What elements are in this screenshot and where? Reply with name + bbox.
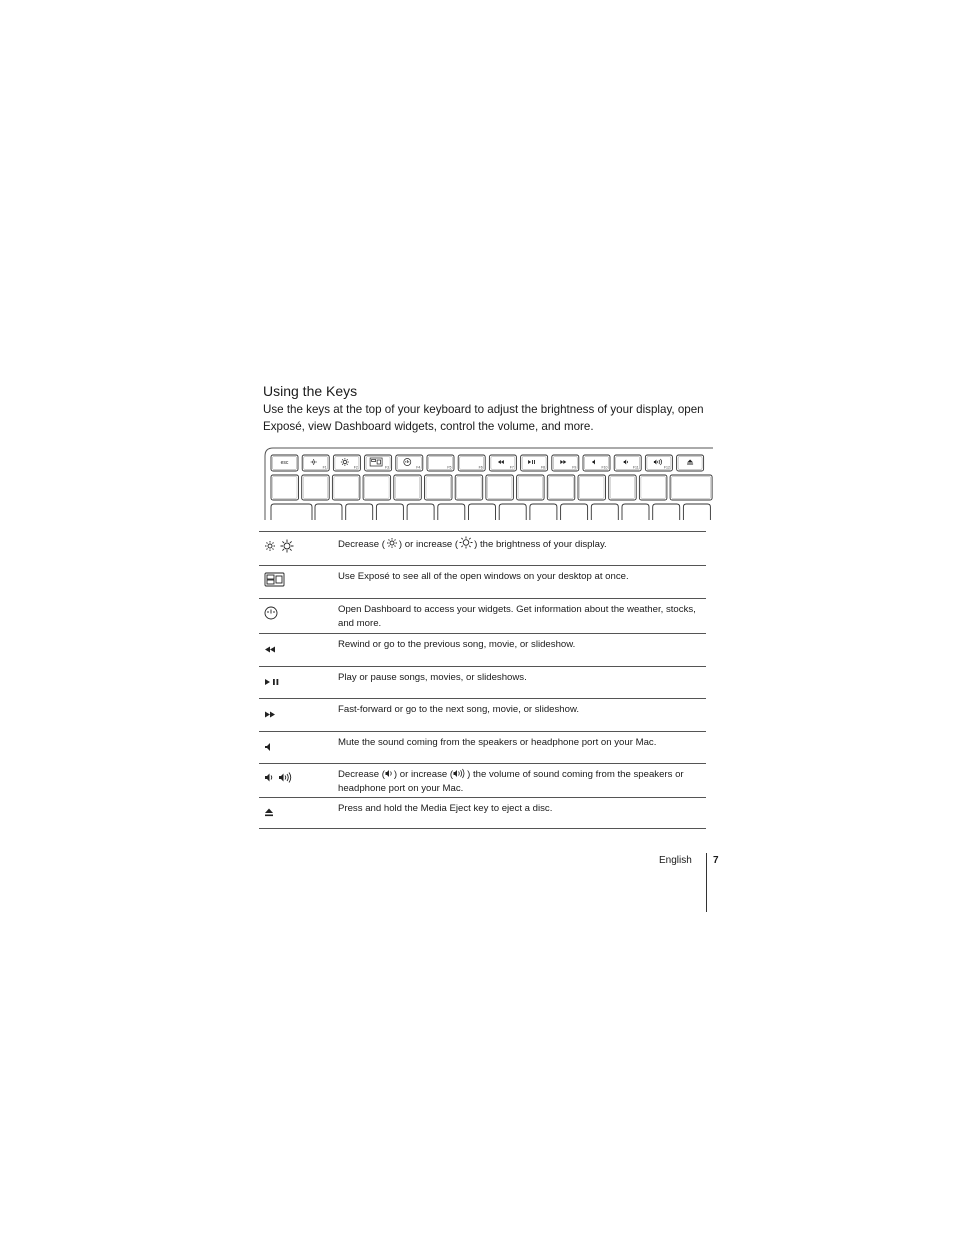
- keyboard-key: [489, 455, 516, 471]
- keyboard-key: [394, 475, 422, 500]
- row-description: Decrease ( ) or increase ( ) the volume of sound coming from the speakers or headphone port on your Mac.: [338, 769, 684, 794]
- function-key-table: [259, 531, 706, 829]
- key-fn-label: F2: [353, 465, 358, 470]
- keyboard-key: [639, 475, 667, 500]
- keyboard-key: [438, 504, 465, 520]
- row-description: Use Exposé to see all of the open windows on your desktop at once.: [338, 571, 629, 582]
- mute-icon: [264, 738, 334, 758]
- key-fn-label: F11: [632, 465, 639, 470]
- brightness-icon: [264, 538, 334, 558]
- page-number: 7: [713, 855, 719, 866]
- keyboard-key: [407, 504, 434, 520]
- keyboard-key: [458, 455, 485, 471]
- keyboard-key: [315, 504, 342, 520]
- brightness-up-icon: [458, 536, 474, 549]
- keyboard-key: [677, 455, 704, 471]
- fast-forward-icon: [264, 705, 334, 725]
- volume-up-icon: [453, 768, 467, 779]
- row-description: Open Dashboard to access your widgets. Get information about the weather, stocks, and more.: [338, 604, 696, 629]
- keyboard-key: [469, 504, 496, 520]
- keyboard-key: [332, 475, 360, 500]
- keyboard-key: [396, 455, 423, 471]
- keyboard-illustration: [263, 446, 713, 520]
- key-fn-label: F8: [541, 465, 546, 470]
- keyboard-key: [427, 455, 454, 471]
- keyboard-key: [346, 504, 373, 520]
- table-row: [259, 798, 706, 829]
- table-row: [259, 532, 706, 566]
- keyboard-key: [683, 504, 710, 520]
- table-row: [259, 634, 706, 667]
- keyboard-key: [302, 455, 329, 471]
- row-description: Rewind or go to the previous song, movie, or slideshow.: [338, 639, 576, 650]
- keyboard-key: [552, 455, 579, 471]
- expose-icon: [264, 572, 334, 592]
- section-intro: Use the keys at the top of your keyboard to adjust the brightness of your display, open Exposé, view Dashboard widgets, control the volume, and more.: [263, 403, 704, 433]
- keyboard-key: [271, 455, 298, 471]
- eject-icon: [264, 804, 334, 824]
- keyboard-key: [521, 455, 548, 471]
- keyboard-key: [670, 475, 712, 500]
- rewind-icon: [264, 640, 334, 660]
- row-description: Fast-forward or go to the next song, movie, or slideshow.: [338, 704, 580, 715]
- table-row: [259, 667, 706, 699]
- table-row: [259, 699, 706, 732]
- keyboard-key: [561, 504, 588, 520]
- keyboard-key: [609, 475, 637, 500]
- keyboard-key: [583, 455, 610, 471]
- svg-text:esc: esc: [280, 460, 289, 466]
- keyboard-key: [530, 504, 557, 520]
- key-fn-label: F9: [572, 465, 577, 470]
- keyboard-key: [499, 504, 526, 520]
- key-fn-label: F5: [447, 465, 452, 470]
- keyboard-key: [645, 455, 672, 471]
- play-pause-icon: [264, 673, 334, 693]
- keyboard-key: [363, 475, 391, 500]
- section-title: Using the Keys: [263, 383, 358, 399]
- key-fn-label: F7: [509, 465, 514, 470]
- row-description: Press and hold the Media Eject key to eject a disc.: [338, 803, 553, 814]
- keyboard-key: [365, 455, 392, 471]
- row-description: Play or pause songs, movies, or slideshows.: [338, 672, 527, 683]
- keyboard-key: [333, 455, 360, 471]
- keyboard-key: [455, 475, 483, 500]
- keyboard-key: [271, 504, 312, 520]
- row-description: Mute the sound coming from the speakers or headphone port on your Mac.: [338, 737, 657, 748]
- key-fn-label: F3: [385, 465, 390, 470]
- keyboard-key: [614, 455, 641, 471]
- footer-language: English: [659, 855, 692, 866]
- keyboard-key: [425, 475, 453, 500]
- keyboard-key: [653, 504, 680, 520]
- footer-divider: [706, 853, 707, 912]
- keyboard-key: [622, 504, 649, 520]
- keyboard-key: [517, 475, 545, 500]
- dashboard-icon: [264, 605, 334, 625]
- table-row: [259, 566, 706, 599]
- keyboard-key: [302, 475, 330, 500]
- keyboard-key: [271, 475, 299, 500]
- volume-down-icon: [385, 768, 394, 779]
- key-fn-label: F10: [601, 465, 608, 470]
- keyboard-key: [486, 475, 514, 500]
- keyboard-key: [578, 475, 606, 500]
- key-fn-label: F4: [416, 465, 421, 470]
- keyboard-key: [591, 504, 618, 520]
- key-fn-label: F12: [663, 465, 670, 470]
- keyboard-key: [547, 475, 575, 500]
- row-description: Decrease ( ) or increase ( ) the brightness of your display.: [338, 536, 698, 552]
- table-row: [259, 599, 706, 634]
- table-row: [259, 732, 706, 764]
- brightness-down-icon: [385, 537, 399, 549]
- key-fn-label: F1: [322, 465, 327, 470]
- volume-icon: [264, 770, 334, 790]
- table-row: [259, 764, 706, 798]
- keyboard-key: [376, 504, 403, 520]
- keyboard-drawing: [263, 446, 713, 520]
- key-fn-label: F6: [478, 465, 483, 470]
